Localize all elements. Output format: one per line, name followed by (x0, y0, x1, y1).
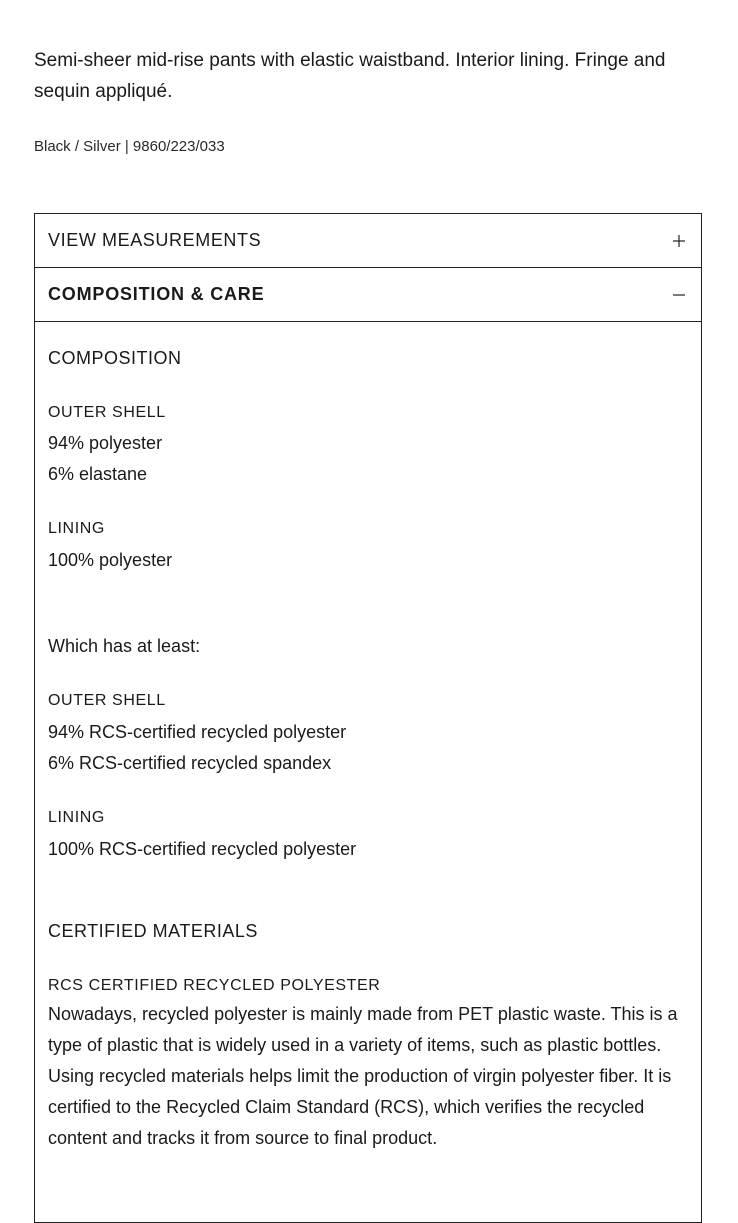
recycled-outer-shell-line: 94% RCS-certified recycled polyester (48, 722, 347, 742)
product-details-accordion (34, 213, 702, 1223)
minus-icon[interactable] (673, 289, 685, 301)
recycled-outer-shell-line: 6% RCS-certified recycled spandex (48, 753, 332, 773)
recycled-lining-label: LINING (48, 809, 105, 826)
color-reference: Black / Silver | 9860/223/033 (34, 138, 225, 155)
recycled-lining-line: 100% RCS-certified recycled polyester (48, 839, 357, 859)
recycled-outer-shell-label: OUTER SHELL (48, 692, 166, 709)
product-description: Semi-sheer mid-rise pants with elastic waistband. Interior lining. Fringe and sequin appliqué. (34, 50, 666, 102)
lining-line: 100% polyester (48, 550, 173, 570)
rcs-polyester-title: RCS CERTIFIED RECYCLED POLYESTER (48, 977, 381, 994)
which-has-text: Which has at least: (48, 636, 201, 656)
outer-shell-line: 94% polyester (48, 433, 163, 453)
certified-materials-title: CERTIFIED MATERIALS (48, 921, 258, 941)
composition-care-label: COMPOSITION & CARE (48, 284, 265, 304)
plus-icon[interactable] (673, 235, 685, 247)
rcs-polyester-description: Nowadays, recycled polyester is mainly made from PET plastic waste. This is a type of plastic that is widely used in a variety of items, such as plastic bottles. Using recycled materials helps limit the production of virgin polyester fiber. It is certified to the Recycled Claim Standard (RCS), which verifies the recycled content and tracks it from source to final product. (48, 1004, 678, 1148)
view-measurements-label: VIEW MEASUREMENTS (48, 230, 262, 250)
lining-label: LINING (48, 520, 105, 537)
composition-title: COMPOSITION (48, 348, 182, 368)
outer-shell-line: 6% elastane (48, 464, 148, 484)
view-measurements-header[interactable] (35, 214, 701, 268)
outer-shell-label: OUTER SHELL (48, 404, 166, 421)
composition-care-header[interactable] (35, 268, 701, 322)
